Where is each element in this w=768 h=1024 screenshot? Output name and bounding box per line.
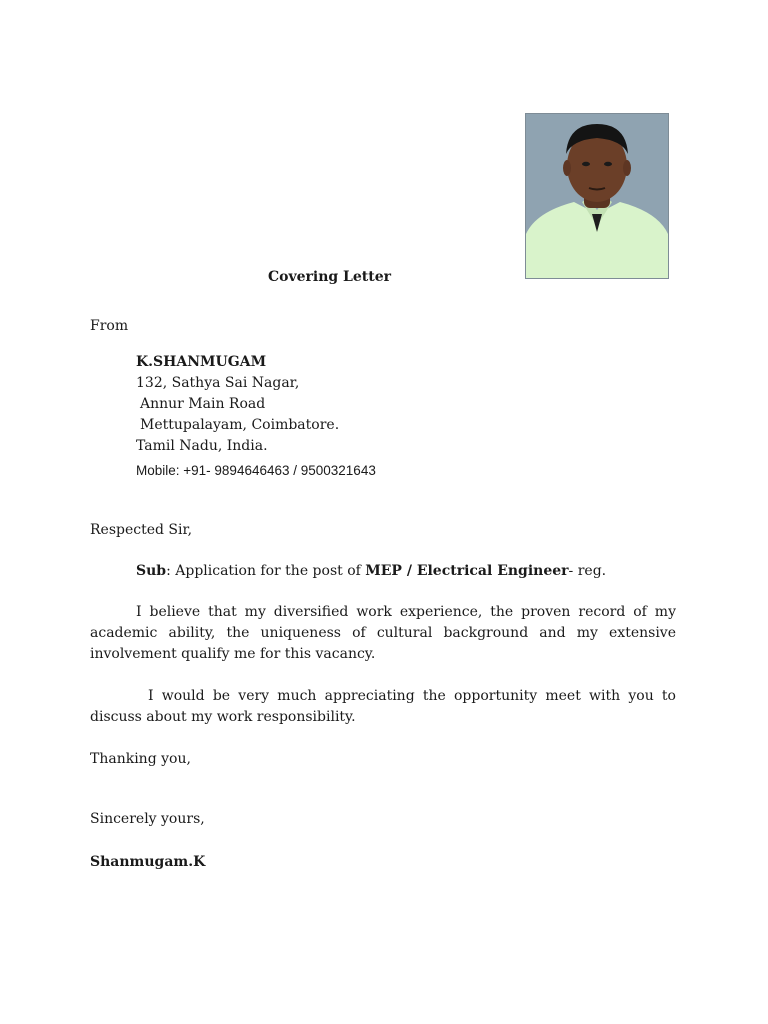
sender-address-line2: Annur Main Road <box>140 396 266 412</box>
sender-address-line3: Mettupalayam, Coimbatore. <box>140 417 340 433</box>
subject-post: MEP / Electrical Engineer <box>365 563 569 579</box>
subject-suffix: - reg. <box>568 563 607 579</box>
body-paragraph-1: I believe that my diversified work experience, the proven record of my academic ability, the uniqueness of cultural background and my extensive involvement qualify me for this vacancy. <box>90 604 676 662</box>
from-label: From <box>90 318 129 334</box>
sender-address-line1: 132, Sathya Sai Nagar, <box>136 375 300 391</box>
sender-name: K.SHANMUGAM <box>136 354 267 370</box>
subject-line <box>136 561 606 581</box>
subject-text: : Application for the post of <box>166 563 366 579</box>
salutation: Respected Sir, <box>90 522 193 538</box>
sender-mobile: Mobile: +91- 9894646463 / 9500321643 <box>136 463 376 478</box>
sender-address-line4: Tamil Nadu, India. <box>136 438 268 454</box>
applicant-photo <box>525 113 669 279</box>
letter-title: Covering Letter <box>268 269 392 285</box>
closing-line: Sincerely yours, <box>90 811 205 827</box>
subject-label: Sub <box>136 563 167 579</box>
signature-name: Shanmugam.K <box>90 854 206 870</box>
thanks-line: Thanking you, <box>90 751 191 767</box>
body-paragraph-2: I would be very much appreciating the opportunity meet with you to discuss about my work responsibility. <box>90 688 676 725</box>
